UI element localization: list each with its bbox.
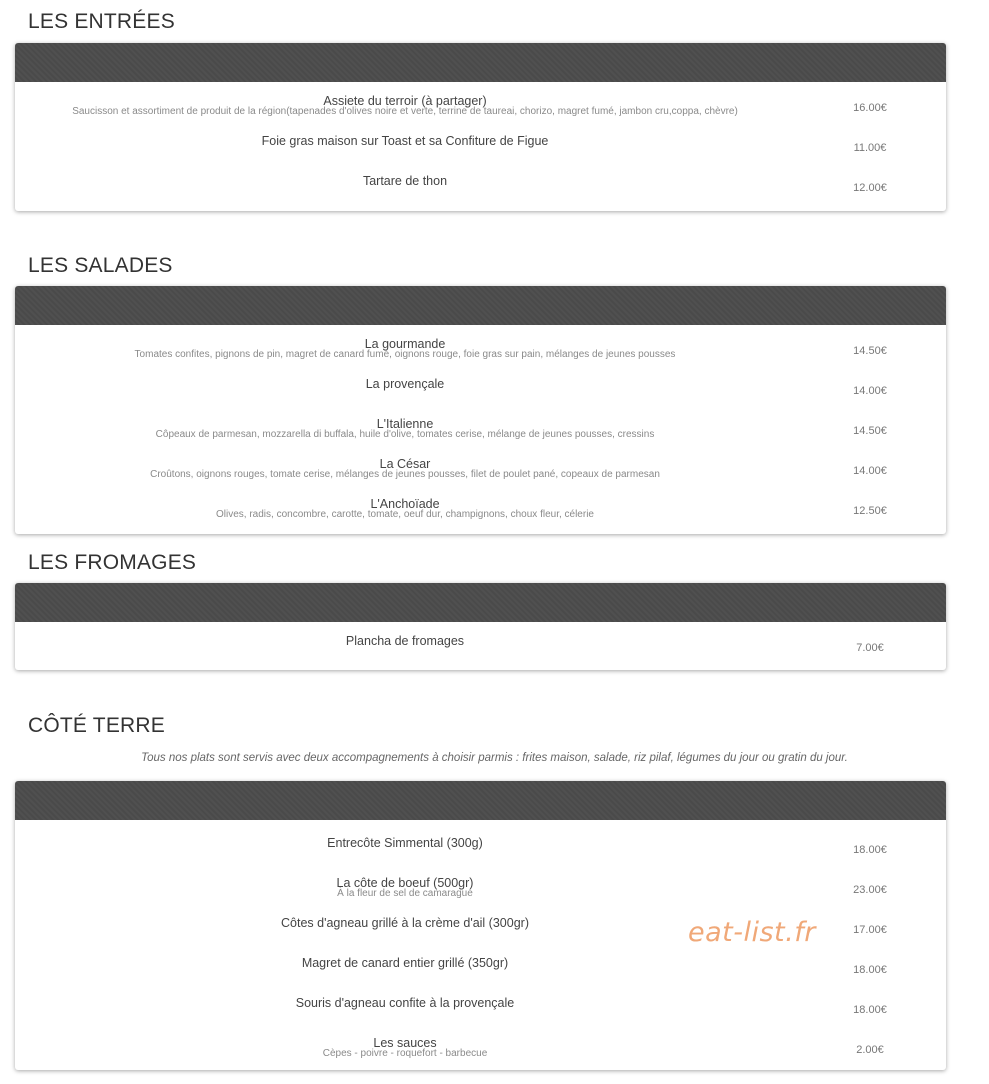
item-price: 12.00€ (853, 182, 887, 194)
item-name: L'Anchoïade (370, 497, 440, 511)
item-name: La gourmande (364, 337, 446, 351)
menu-item (15, 624, 946, 664)
watermark: eat-list.fr (688, 917, 816, 948)
item-name: La côte de boeuf (500gr) (336, 876, 474, 890)
item-name: Entrecôte Simmental (300g) (327, 836, 483, 850)
menu-item (15, 487, 946, 527)
menu-item (15, 124, 946, 164)
item-price: 14.50€ (853, 425, 887, 437)
item-price: 14.00€ (853, 385, 887, 397)
section-title-cote-terre: CÔTÉ TERRE (28, 714, 165, 737)
menu-card-salades (15, 286, 946, 534)
card-header (15, 781, 946, 820)
menu-item (15, 327, 946, 367)
section-title-fromages: LES FROMAGES (28, 551, 197, 574)
item-name: L'Italienne (376, 417, 434, 431)
section-title-entrees: LES ENTRÉES (28, 10, 175, 33)
item-price: 17.00€ (853, 924, 887, 936)
item-description: Cèpes - poivre - roquefort - barbecue (322, 1048, 488, 1059)
item-name: La provençale (365, 377, 445, 391)
item-description: Saucisson et assortiment de produit de la région(tapenades d'olives noire et verte, terrine de taureai, chorizo, magret fumé, jambon cru,coppa, chèvre) (72, 106, 738, 117)
menu-item (15, 164, 946, 204)
item-price: 11.00€ (853, 142, 887, 154)
item-name: Assiete du terroir (à partager) (323, 94, 487, 108)
menu-item (15, 447, 946, 487)
item-price: 18.00€ (853, 964, 887, 976)
section-note: Tous nos plats sont servis avec deux accompagnements à choisir parmis : frites maison, salade, riz pilaf, légumes du jour ou gratin du jour. (141, 752, 848, 764)
menu-item (15, 866, 946, 906)
menu-item (15, 367, 946, 407)
menu-item (15, 1026, 946, 1066)
item-name: Souris d'agneau confite à la provençale (295, 996, 515, 1010)
item-description: Olives, radis, concombre, carotte, tomate, oeuf dur, champignons, choux fleur, célerie (216, 509, 594, 520)
item-name: Côtes d'agneau grillé à la crème d'ail (300gr) (281, 916, 529, 930)
item-price: 2.00€ (856, 1044, 884, 1056)
item-price: 18.00€ (853, 1004, 887, 1016)
item-name: La César (379, 457, 431, 471)
item-description: À la fleur de sel de camarague (337, 888, 473, 899)
card-header (15, 583, 946, 622)
item-price: 14.50€ (853, 345, 887, 357)
menu-card-fromages (15, 583, 946, 670)
item-price: 14.00€ (853, 465, 887, 477)
item-price: 23.00€ (853, 884, 887, 896)
menu-item (15, 826, 946, 866)
item-name: Magret de canard entier grillé (350gr) (301, 956, 509, 970)
menu-card-entrees (15, 43, 946, 211)
item-name: Les sauces (373, 1036, 437, 1050)
menu-item (15, 946, 946, 986)
menu-item (15, 84, 946, 124)
section-title-salades: LES SALADES (28, 254, 173, 277)
item-name: Foie gras maison sur Toast et sa Confiture de Figue (261, 134, 549, 148)
menu-item (15, 407, 946, 447)
card-header (15, 43, 946, 82)
item-price: 7.00€ (856, 642, 884, 654)
card-header (15, 286, 946, 325)
menu-item (15, 986, 946, 1026)
item-price: 18.00€ (853, 844, 887, 856)
item-name: Plancha de fromages (345, 634, 465, 648)
item-description: Tomates confites, pignons de pin, magret de canard fumé, oignons rouge, foie gras sur pain, mélanges de jeunes pousses (134, 349, 676, 360)
item-price: 12.50€ (853, 505, 887, 517)
item-description: Croûtons, oignons rouges, tomate cerise, mélanges de jeunes pousses, filet de poulet pané, copeaux de parmesan (150, 469, 660, 480)
item-price: 16.00€ (853, 102, 887, 114)
item-description: Côpeaux de parmesan, mozzarella di buffala, huile d'olive, tomates cerise, mélange de jeunes pousses, cressins (155, 429, 655, 440)
item-name: Tartare de thon (362, 174, 448, 188)
